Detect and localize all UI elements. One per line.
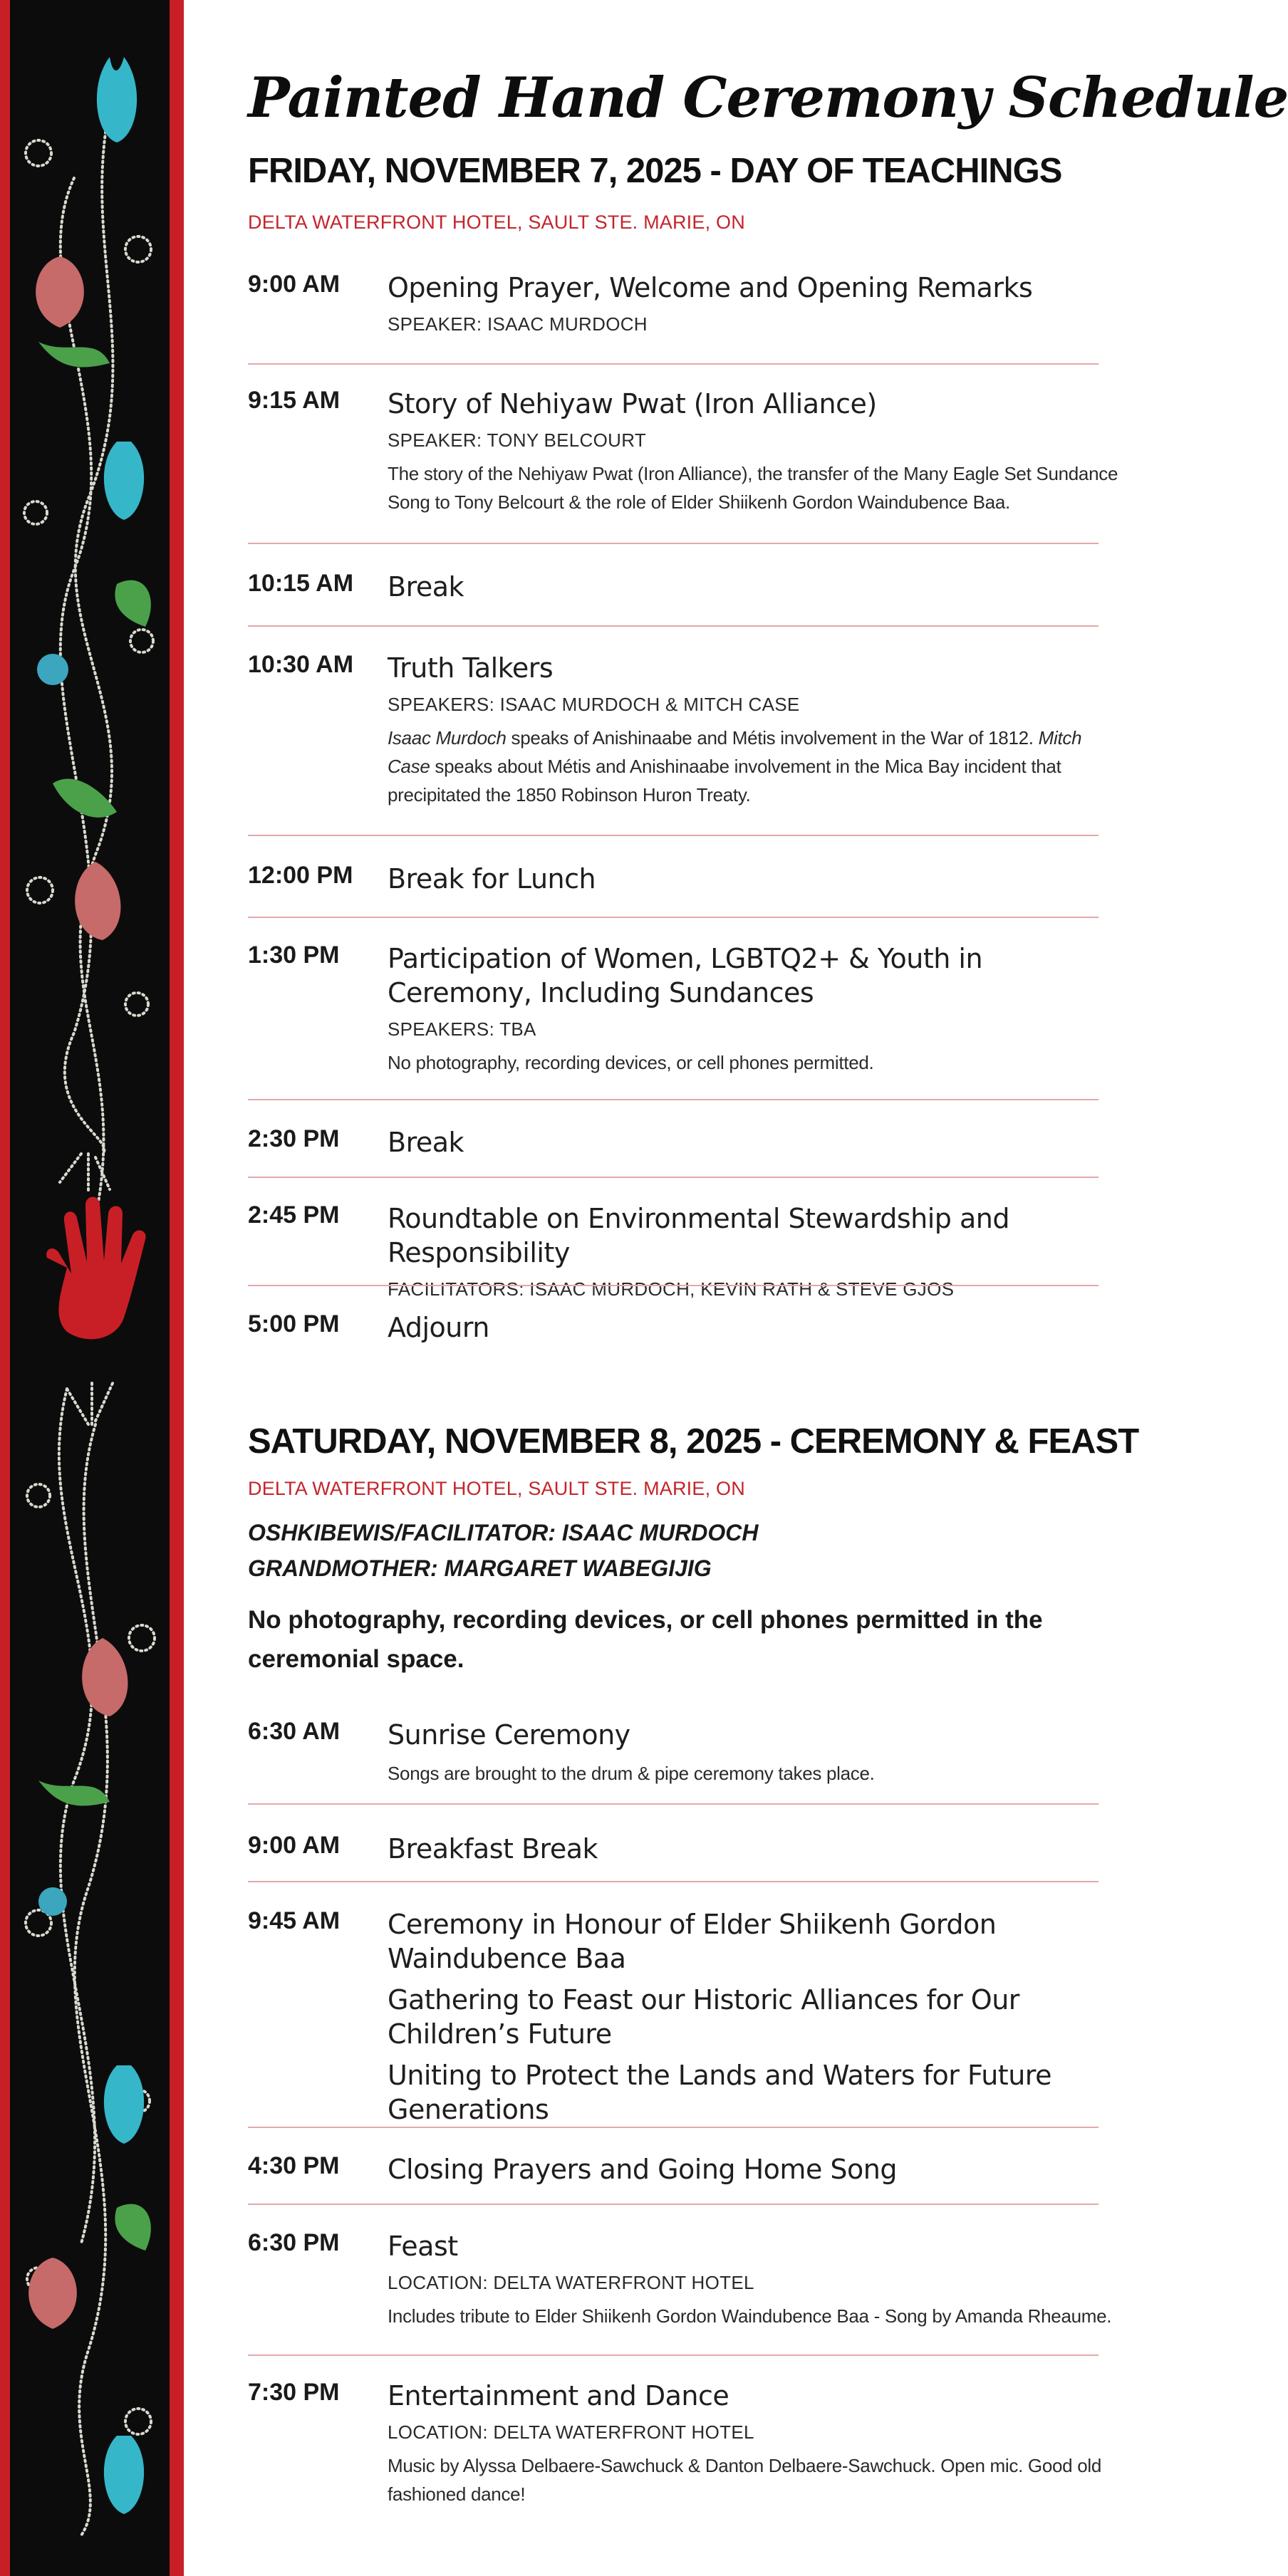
entry-time: 2:30 PM — [248, 1125, 340, 1152]
entry-time: 4:30 PM — [248, 2152, 340, 2179]
saturday-venue: DELTA WATERFRONT HOTEL, SAULT STE. MARIE, ON — [248, 1478, 745, 1499]
divider — [248, 2127, 1099, 2128]
divider — [248, 1099, 1099, 1100]
divider — [248, 2204, 1099, 2205]
divider — [248, 1881, 1099, 1882]
entry-time: 12:00 PM — [248, 862, 353, 889]
divider — [248, 1285, 1099, 1286]
officiant-facilitator: OSHKIBEWIS/FACILITATOR: ISAAC MURDOCH — [248, 1520, 759, 1545]
entry-speaker: SPEAKERS: ISAAC MURDOCH & MITCH CASE — [388, 694, 800, 715]
entry-time: 9:00 AM — [248, 1832, 341, 1859]
saturday-heading: SATURDAY, NOVEMBER 8, 2025 - CEREMONY & FEAST — [248, 1422, 1139, 1461]
entry-time: 9:45 AM — [248, 1907, 341, 1934]
entry-title: Break — [388, 571, 464, 603]
speaker-name: Isaac Murdoch — [388, 727, 507, 749]
entry-time: 1:30 PM — [248, 942, 340, 969]
entry-time: 6:30 AM — [248, 1718, 341, 1745]
entry-description: No photography, recording devices, or cell phones permitted. — [388, 1052, 874, 1073]
entry-time: 9:15 AM — [248, 387, 341, 414]
entry-title: Ceremony in Honour of Elder Shiikenh Gordon Waindubence Baa — [388, 1909, 997, 1974]
divider — [248, 543, 1099, 544]
divider — [248, 917, 1099, 918]
entry-location: LOCATION: DELTA WATERFRONT HOTEL — [388, 2272, 754, 2293]
divider — [248, 835, 1099, 836]
entry-description: Music by Alyssa Delbaere-Sawchuck & Danton Delbaere-Sawchuck. Open mic. Good old fashioned dance! — [388, 2455, 1102, 2505]
entry-description: The story of the Nehiyaw Pwat (Iron Alliance), the transfer of the Many Eagle Set Sundance Song to Tony Belcourt & the role of Elder Shiikenh Gordon Waindubence Baa. — [388, 463, 1118, 513]
entry-time: 6:30 PM — [248, 2229, 340, 2256]
entry-description: Songs are brought to the drum & pipe ceremony takes place. — [388, 1763, 875, 1784]
entry-title: Closing Prayers and Going Home Song — [388, 2154, 897, 2185]
divider — [248, 625, 1099, 627]
entry-title: Feast — [388, 2231, 458, 2262]
entry-description: Includes tribute to Elder Shiikenh Gordon Waindubence Baa - Song by Amanda Rheaume. — [388, 2305, 1112, 2327]
entry-description: Isaac Murdoch speaks of Anishinaabe and Métis involvement in the War of 1812. Mitch Case speaks about Métis and Anishinaabe involvement in the Mica Bay incident that precipitated the 1850 Robinson Huron Treaty. — [388, 727, 1082, 805]
speaker-name: Mitch Case — [388, 727, 1082, 777]
entry-speaker: SPEAKER: TONY BELCOURT — [388, 429, 647, 451]
entry-title: Adjourn — [388, 1312, 489, 1343]
entry-time: 10:15 AM — [248, 570, 354, 597]
red-hand-print-icon — [46, 1196, 145, 1339]
entry-time: 5:00 PM — [248, 1310, 340, 1337]
divider — [248, 363, 1099, 365]
entry-speaker: SPEAKER: ISAAC MURDOCH — [388, 313, 648, 335]
entry-title-3: Uniting to Protect the Lands and Waters for Future Generations — [388, 2060, 1051, 2125]
entry-time: 7:30 PM — [248, 2379, 340, 2406]
entry-title: Breakfast Break — [388, 1833, 598, 1865]
entry-title: Break — [388, 1127, 464, 1158]
entry-title: Truth Talkers — [388, 652, 554, 684]
entry-title: Entertainment and Dance — [388, 2380, 729, 2411]
divider — [248, 1803, 1099, 1805]
officiant-grandmother: GRANDMOTHER: MARGARET WABEGIJIG — [248, 1555, 712, 1581]
friday-heading: FRIDAY, NOVEMBER 7, 2025 - DAY OF TEACHINGS — [248, 152, 1062, 190]
decorative-sidebar — [0, 0, 184, 2576]
entry-time: 9:00 AM — [248, 271, 341, 298]
entry-title: Roundtable on Environmental Stewardship and Responsibility — [388, 1203, 1010, 1268]
friday-venue: DELTA WATERFRONT HOTEL, SAULT STE. MARIE, ON — [248, 212, 745, 233]
entry-location: LOCATION: DELTA WATERFRONT HOTEL — [388, 2421, 754, 2443]
entry-title: Participation of Women, LGBTQ2+ & Youth in Ceremony, Including Sundances — [388, 943, 983, 1008]
beaded-floral-vine-icon — [10, 0, 170, 2576]
entry-title: Break for Lunch — [388, 863, 596, 895]
divider — [248, 2355, 1099, 2356]
entry-speaker: SPEAKERS: TBA — [388, 1018, 536, 1040]
entry-time: 10:30 AM — [248, 651, 354, 678]
divider — [248, 1177, 1099, 1178]
entry-time: 2:45 PM — [248, 1201, 340, 1229]
entry-title: Sunrise Ceremony — [388, 1719, 630, 1751]
page-title: Painted Hand Ceremony Schedule — [248, 66, 1288, 130]
photography-notice: No photography, recording devices, or cell phones permitted in the ceremonial space. — [248, 1606, 1043, 1673]
entry-title-2: Gathering to Feast our Historic Alliances for Our Children’s Future — [388, 1984, 1019, 2050]
entry-speaker: FACILITATORS: ISAAC MURDOCH, KEVIN RATH & STEVE GJOS — [388, 1278, 955, 1300]
entry-title: Opening Prayer, Welcome and Opening Remarks — [388, 272, 1033, 303]
entry-title: Story of Nehiyaw Pwat (Iron Alliance) — [388, 388, 877, 419]
